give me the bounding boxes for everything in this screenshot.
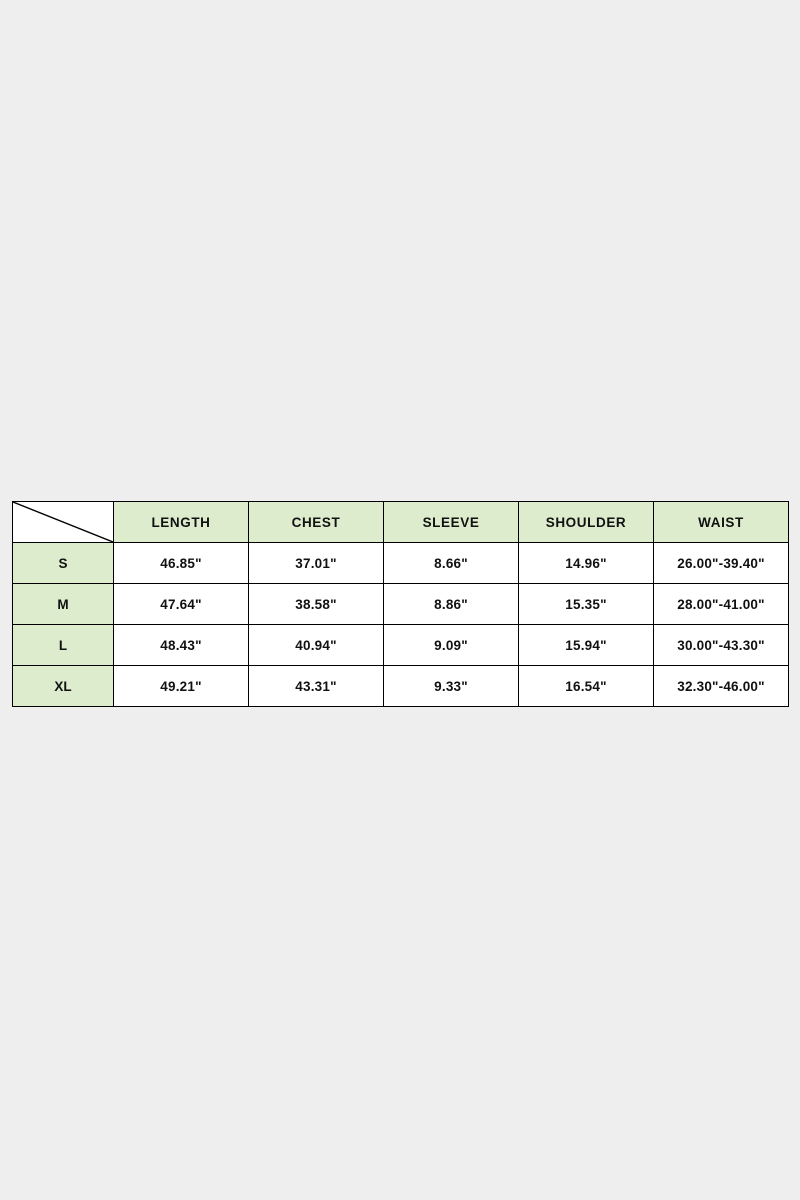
size-chart-head: [13, 502, 789, 543]
cell-chest: 38.58": [249, 584, 384, 625]
cell-sleeve: 8.86": [384, 584, 519, 625]
cell-length: 47.64": [114, 584, 249, 625]
table-row: [13, 543, 789, 584]
size-chart-table: [12, 501, 789, 707]
corner-cell: [13, 502, 114, 543]
table-row: [13, 666, 789, 707]
cell-shoulder: 15.94": [519, 625, 654, 666]
column-header-length: LENGTH: [114, 502, 249, 543]
cell-chest: 43.31": [249, 666, 384, 707]
column-header-sleeve: SLEEVE: [384, 502, 519, 543]
column-header-waist: WAIST: [654, 502, 789, 543]
cell-length: 49.21": [114, 666, 249, 707]
cell-length: 46.85": [114, 543, 249, 584]
cell-waist: 26.00"-39.40": [654, 543, 789, 584]
table-row: [13, 625, 789, 666]
cell-sleeve: 9.33": [384, 666, 519, 707]
cell-length: 48.43": [114, 625, 249, 666]
row-header-size: XL: [13, 666, 114, 707]
diagonal-divider-icon: [13, 502, 113, 542]
row-header-size: S: [13, 543, 114, 584]
cell-waist: 30.00"-43.30": [654, 625, 789, 666]
cell-shoulder: 15.35": [519, 584, 654, 625]
cell-shoulder: 16.54": [519, 666, 654, 707]
cell-chest: 40.94": [249, 625, 384, 666]
cell-sleeve: 8.66": [384, 543, 519, 584]
size-chart-container: [12, 501, 788, 707]
cell-waist: 28.00"-41.00": [654, 584, 789, 625]
table-row: [13, 584, 789, 625]
column-header-shoulder: SHOULDER: [519, 502, 654, 543]
cell-chest: 37.01": [249, 543, 384, 584]
cell-waist: 32.30"-46.00": [654, 666, 789, 707]
row-header-size: M: [13, 584, 114, 625]
table-header-row: [13, 502, 789, 543]
row-header-size: L: [13, 625, 114, 666]
column-header-chest: CHEST: [249, 502, 384, 543]
size-chart-body: [13, 543, 789, 707]
cell-shoulder: 14.96": [519, 543, 654, 584]
cell-sleeve: 9.09": [384, 625, 519, 666]
